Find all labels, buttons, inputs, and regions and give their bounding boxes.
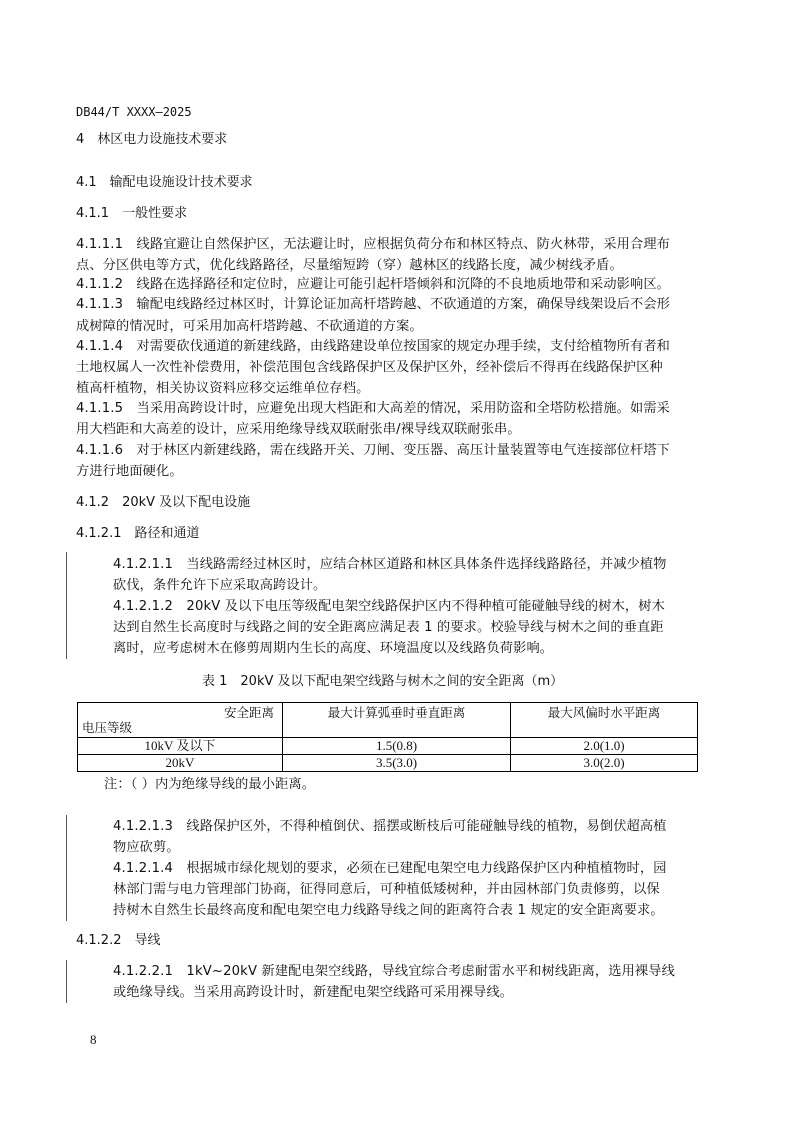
corner-label-distance: 安全距离 (223, 705, 274, 720)
horizontal-distance-cell: 2.0(1.0) (511, 738, 698, 755)
clause-4-1-1-4-line3: 植高杆植物，相关协议资料应移交运维单位存档。 (76, 381, 370, 396)
section-heading-4-1: 4.1 输配电设施设计技术要求 (76, 175, 253, 190)
clause-4-1-2-1-2-line2: 达到自然生长高度时与线路之间的安全距离应满足表 1 的要求。校验导线与树木之间的垂直距 (113, 620, 664, 635)
table-row (78, 738, 698, 755)
table-corner-cell (78, 703, 283, 738)
clause-4-1-1-2-line1: 4.1.1.2 线路在选择路径和定位时，应避让可能引起杆塔倾斜和沉降的不良地质地带和采动影响区。 (76, 277, 671, 292)
table-caption: 表 1 20kV 及以下配电架空线路与树木之间的安全距离（m） (202, 674, 564, 689)
change-bar (66, 960, 67, 1003)
section-heading-4-1-2-2: 4.1.2.2 导线 (76, 933, 161, 948)
clause-4-1-1-3-line2: 成树障的情况时，可采用加高杆塔跨越、不砍通道的方案。 (76, 319, 423, 334)
clause-4-1-1-6-line2: 方进行地面硬化。 (76, 464, 183, 479)
change-bar (66, 552, 67, 659)
clause-4-1-2-2-1-line1: 4.1.2.2.1 1kV~20kV 新建配电架空线路，导线宜综合考虑耐雷水平和树线距离，选用裸导线 (113, 964, 675, 979)
clause-4-1-1-3-line1: 4.1.1.3 输配电线路经过林区时，计算论证加高杆塔跨越、不砍通道的方案，确保导线架设后不会形 (76, 297, 671, 312)
clause-4-1-2-2-1-line2: 或绝缘导线。当采用高跨设计时，新建配电架空线路可采用裸导线。 (113, 985, 514, 1000)
clause-4-1-2-1-4-line1: 4.1.2.1.4 根据城市绿化规划的要求，必须在已建配电架空电力线路保护区内种植植物时，园 (113, 861, 667, 876)
clause-4-1-1-5-line1: 4.1.1.5 当采用高跨设计时，应避免出现大档距和大高差的情况，采用防盗和全塔防松措施。如需采 (76, 401, 671, 416)
clause-4-1-1-6-line1: 4.1.1.6 对于林区内新建线路，需在线路开关、刀闸、变压器、高压计量装置等电气连接部位杆塔下 (76, 443, 671, 458)
document-code: DB44/T XXXX—2025 (76, 105, 192, 119)
vertical-distance-cell: 3.5(3.0) (283, 755, 511, 772)
clause-4-1-2-1-3-line1: 4.1.2.1.3 线路保护区外，不得种植倒伏、摇摆或断枝后可能碰触导线的植物，易倒伏超高植 (113, 819, 667, 834)
clause-4-1-2-1-1-line1: 4.1.2.1.1 当线路需经过林区时，应结合林区道路和林区具体条件选择线路路径，并减少植物 (113, 557, 667, 572)
section-heading-4-1-2: 4.1.2 20kV 及以下配电设施 (76, 495, 251, 510)
voltage-cell: 10kV 及以下 (78, 738, 283, 755)
section-heading-4: 4 林区电力设施技术要求 (76, 132, 228, 147)
page-number: 8 (90, 1032, 97, 1047)
clause-4-1-1-4-line2: 土地权属人一次性补偿费用，补偿范围包含线路保护区及保护区外，经补偿后不得再在线路保护区种 (76, 360, 663, 375)
clause-4-1-1-5-line2: 用大档距和大高差的设计，应采用绝缘导线双联耐张串/裸导线双联耐张串。 (76, 422, 521, 437)
table-note: 注：（ ）内为绝缘导线的最小距离。 (104, 777, 316, 792)
clause-4-1-1-4-line1: 4.1.1.4 对需要砍伐通道的新建线路，由线路建设单位按国家的规定办理手续，支付给植物所有者和 (76, 339, 671, 354)
clause-4-1-2-1-2-line3: 离时，应考虑树木在修剪周期内生长的高度、环境温度以及线路负荷影响。 (113, 641, 554, 656)
safety-distance-table (77, 702, 698, 772)
clause-4-1-2-1-3-line2: 物应砍剪。 (113, 840, 180, 855)
table-row (78, 755, 698, 772)
clause-4-1-2-1-1-line2: 砍伐，条件允许下应采取高跨设计。 (113, 578, 327, 593)
clause-4-1-2-1-4-line3: 持树木自然生长最终高度和配电架空电力线路导线之间的距离符合表 1 规定的安全距离要求。 (113, 903, 664, 918)
clause-4-1-2-1-4-line2: 林部门需与电力管理部门协商，征得同意后，可种植低矮树种，并由园林部门负责修剪，以保 (113, 882, 660, 897)
section-heading-4-1-1: 4.1.1 一般性要求 (76, 206, 188, 221)
col-header-horizontal: 最大风偏时水平距离 (511, 703, 698, 738)
section-heading-4-1-2-1: 4.1.2.1 路径和通道 (76, 526, 200, 541)
table-header-row (78, 703, 698, 738)
voltage-cell: 20kV (78, 755, 283, 772)
clause-4-1-2-1-2-line1: 4.1.2.1.2 20kV 及以下电压等级配电架空线路保护区内不得种植可能碰触导线的树木，树木 (113, 599, 665, 614)
clause-4-1-1-1-line1: 4.1.1.1 线路宜避让自然保护区，无法避让时，应根据负荷分布和林区特点、防火林带，采用合理布 (76, 237, 671, 252)
vertical-distance-cell: 1.5(0.8) (283, 738, 511, 755)
col-header-vertical: 最大计算弧垂时垂直距离 (283, 703, 511, 738)
corner-label-voltage: 电压等级 (82, 720, 133, 735)
change-bar (66, 815, 67, 921)
clause-4-1-1-1-line2: 点、分区供电等方式，优化线路路径，尽量缩短跨（穿）越林区的线路长度，减少树线矛盾。 (76, 258, 623, 273)
horizontal-distance-cell: 3.0(2.0) (511, 755, 698, 772)
